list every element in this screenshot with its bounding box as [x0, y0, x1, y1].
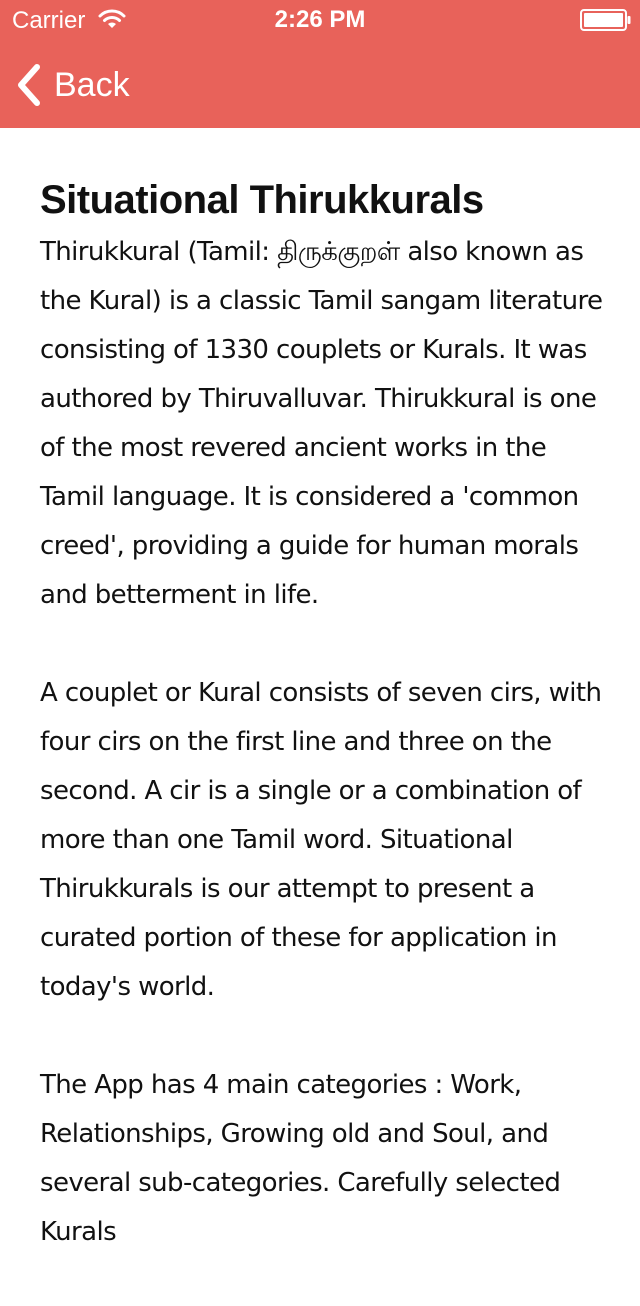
- article-content: [40, 172, 606, 1306]
- chevron-left-icon: [14, 63, 42, 107]
- article-paragraph-2: A couplet or Kural consists of seven cirs, with four cirs on the first line and three on the second. A cir is a single or a combination of more than one Tamil word. Situational Thirukkurals is our attempt to present a curated portion of these for application in today's world.: [40, 678, 602, 1002]
- carrier-label: Carrier: [12, 7, 86, 34]
- page-title: Situational Thirukkurals: [40, 178, 484, 222]
- status-bar: [0, 0, 640, 40]
- article-paragraph-3: The App has 4 main categories : Work, Relationships, Growing old and Soul, and several sub-categories. Carefully selected Kurals: [40, 1070, 561, 1247]
- back-button[interactable]: [14, 60, 130, 110]
- status-time: 2:26 PM: [274, 6, 366, 33]
- navigation-header: [0, 0, 640, 128]
- article-paragraph-1: Thirukkural (Tamil: திருக்குறள் also known as the Kural) is a classic Tamil sangam literature consisting of 1330 couplets or Kurals. It was authored by Thiruvalluvar. Thirukkural is one of the most revered ancient works in the Tamil language. It is considered a 'common creed', providing a guide for human morals and betterment in life.: [40, 237, 603, 610]
- back-label: Back: [54, 66, 130, 104]
- battery-icon: [580, 9, 632, 31]
